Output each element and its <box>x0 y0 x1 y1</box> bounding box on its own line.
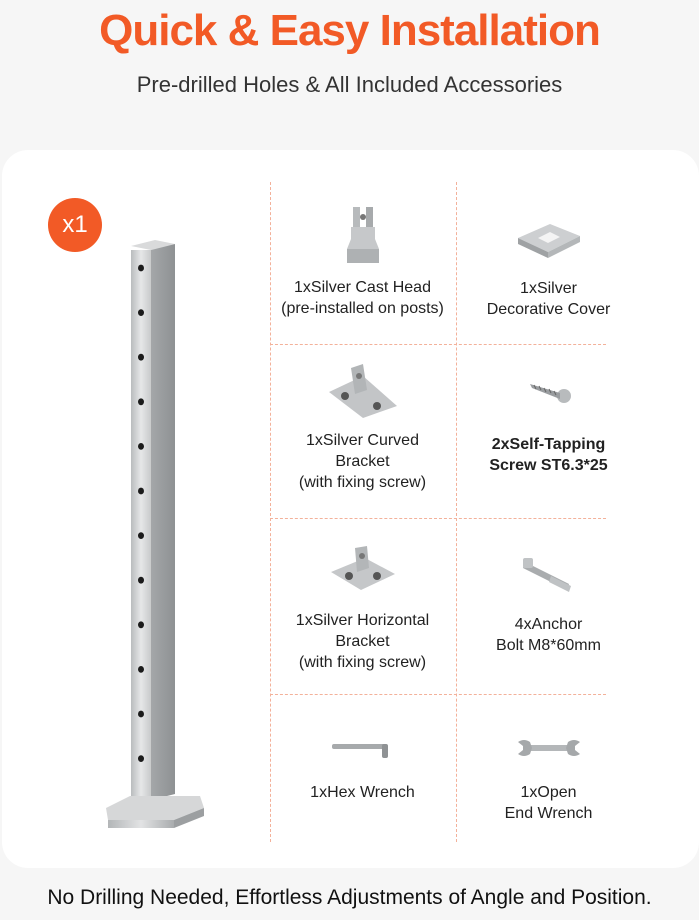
accessory-label: 1xSilver Curved Bracket (with fixing screw) <box>298 432 427 491</box>
divider-row-2 <box>270 518 606 519</box>
post-hole <box>138 755 144 762</box>
page-subtitle: Pre-drilled Holes & All Included Accessories <box>136 72 563 97</box>
post-hole <box>138 443 144 450</box>
accessory-item-self-tapping-screw <box>456 378 641 476</box>
post-hole <box>138 532 144 539</box>
accessory-item-horizontal-bracket <box>270 544 455 673</box>
stainless-steel-post-icon <box>100 236 210 832</box>
post-hole <box>138 265 144 272</box>
accessory-label: 2xSelf-Tapping Screw ST6.3*25 <box>489 436 608 474</box>
decorative-cover-icon <box>514 218 584 260</box>
divider-row-1 <box>270 344 606 345</box>
hex-wrench-icon <box>328 738 398 760</box>
footer-text: No Drilling Needed, Effortless Adjustments of Angle and Position. <box>47 886 652 909</box>
accessory-item-anchor-bolt <box>456 556 641 656</box>
curved-bracket-icon <box>323 362 403 420</box>
accessory-label: 1xSilver Horizontal Bracket (with fixing screw) <box>295 612 430 671</box>
quantity-badge: x1 <box>48 198 102 252</box>
post-hole <box>138 354 144 361</box>
accessory-item-cast-head <box>270 205 455 319</box>
post-hole <box>138 621 144 628</box>
horizontal-bracket-icon <box>327 544 399 596</box>
accessory-label: 4xAnchor Bolt M8*60mm <box>496 616 601 654</box>
post-hole <box>138 488 144 495</box>
accessory-label: 1xSilver Cast Head (pre-installed on posts) <box>281 279 444 317</box>
post-hole <box>138 577 144 584</box>
accessory-item-hex-wrench <box>270 738 455 803</box>
accessory-item-curved-bracket <box>270 362 455 493</box>
self-tapping-screw-icon <box>524 378 574 408</box>
accessory-label: 1xOpen End Wrench <box>504 784 593 822</box>
accessory-item-decorative-cover <box>456 218 641 320</box>
post-hole <box>138 711 144 718</box>
post-hole <box>138 398 144 405</box>
divider-row-3 <box>270 694 606 695</box>
accessory-item-open-end-wrench <box>456 736 641 824</box>
open-end-wrench-icon <box>514 736 584 760</box>
post-hole <box>138 309 144 316</box>
accessory-label: 1xHex Wrench <box>310 784 415 801</box>
anchor-bolt-icon <box>521 556 577 596</box>
page-title: Quick & Easy Installation <box>99 6 600 55</box>
cast-head-icon <box>333 205 393 267</box>
post-hole <box>138 666 144 673</box>
accessory-label: 1xSilver Decorative Cover <box>486 280 611 318</box>
